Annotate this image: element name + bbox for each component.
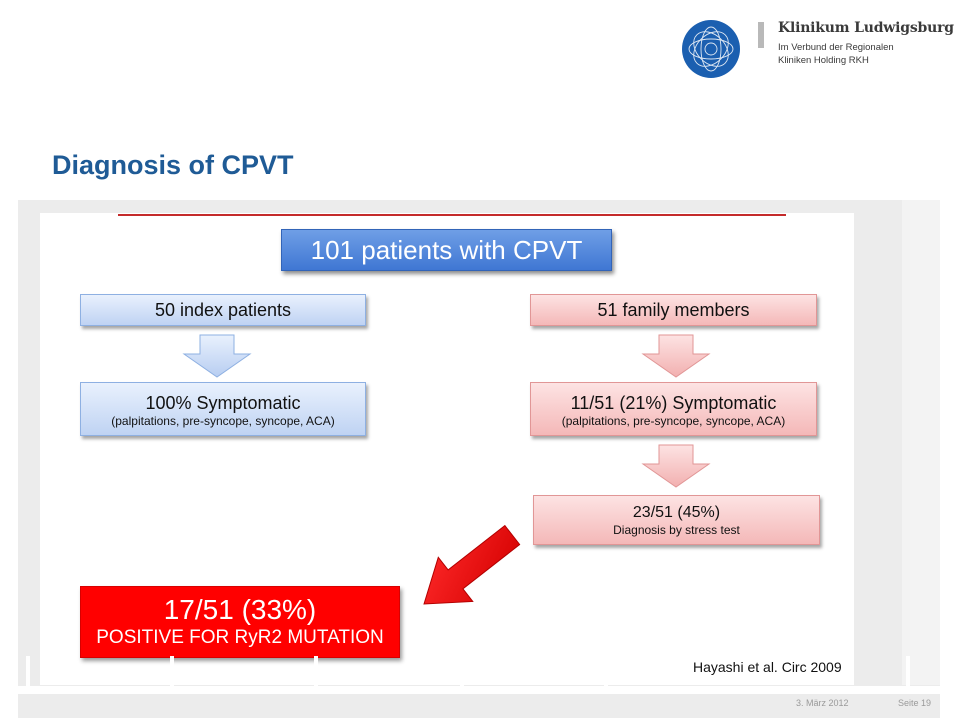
frame-separator [604, 656, 608, 686]
family-symptomatic-box [530, 382, 817, 436]
stress-test-value: 23/51 (45%) [632, 504, 721, 521]
index-symptoms-list: (palpitations, pre-syncope, syncope, ACA) [111, 414, 335, 428]
hospital-name: Klinikum Ludwigsburg [778, 20, 954, 36]
footer-date: 3. März 2012 [796, 698, 849, 708]
hospital-logo [680, 14, 954, 78]
hospital-subtitle-line-2: Kliniken Holding RKH [778, 55, 869, 66]
result-label: POSITIVE FOR RyR2 MUTATION [96, 627, 384, 648]
slide-title: Diagnosis of CPVT [52, 150, 294, 180]
citation: Hayashi et al. Circ 2009 [693, 659, 842, 675]
family-symptoms-list: (palpitations, pre-syncope, syncope, ACA) [561, 414, 786, 428]
family-members-box: 51 family members [530, 294, 817, 326]
down-arrow-icon [641, 444, 711, 488]
footer-page-number: Seite 19 [898, 698, 932, 708]
logo-divider [758, 22, 764, 48]
result-box [80, 586, 400, 658]
index-symptomatic-box [80, 382, 366, 436]
family-symptomatic-label: 11/51 (21%) Symptomatic [570, 393, 777, 413]
diagonal-arrow-icon [418, 524, 522, 608]
down-arrow-icon [182, 334, 252, 378]
footer-divider [18, 686, 940, 694]
frame-separator [26, 656, 30, 686]
stress-test-box [533, 495, 820, 545]
index-patients-box: 50 index patients [80, 294, 366, 326]
divider-line [118, 214, 786, 216]
frame-separator [460, 656, 464, 686]
index-symptomatic-label: 100% Symptomatic [145, 393, 301, 413]
frame-strip [902, 200, 940, 685]
total-patients-box: 101 patients with CPVT [281, 229, 612, 271]
globe-mesh-icon [680, 18, 742, 80]
frame-separator [170, 656, 174, 686]
stress-test-label: Diagnosis by stress test [613, 523, 740, 537]
frame-separator [314, 656, 318, 686]
result-value: 17/51 (33%) [163, 594, 317, 625]
down-arrow-icon [641, 334, 711, 378]
hospital-subtitle-line-1: Im Verbund der Regionalen [778, 42, 894, 53]
frame-separator [906, 656, 910, 686]
